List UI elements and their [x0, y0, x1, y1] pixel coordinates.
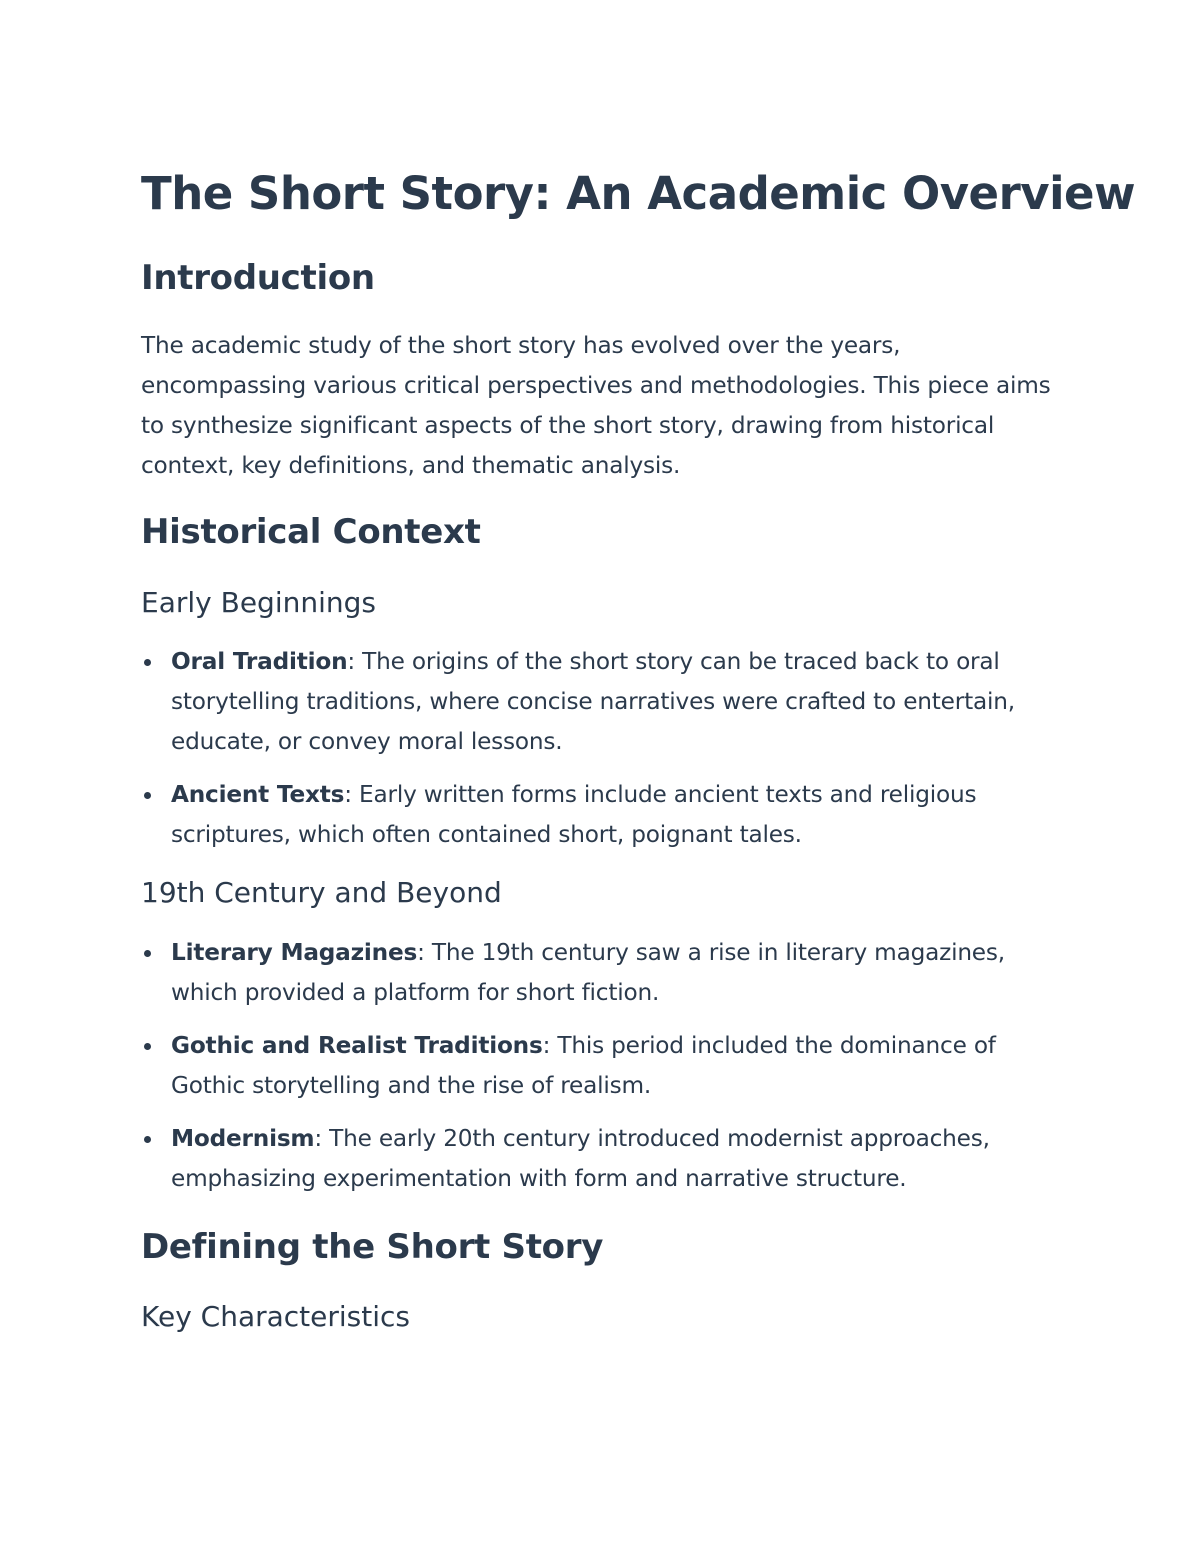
list-item-term: Oral Tradition: [171, 648, 348, 675]
page-title: The Short Story: An Academic Overview: [141, 167, 1136, 220]
heading-defining-short-story: Defining the Short Story: [141, 1227, 604, 1267]
list-item-text: : The origins of the short story can be traced back to oral storytelling traditions, where concise narratives were crafted to entertain, educate, or convey moral lessons.: [171, 648, 1015, 755]
subheading-early-beginnings: Early Beginnings: [141, 586, 376, 619]
subheading-key-characteristics: Key Characteristics: [141, 1300, 411, 1333]
list-item-text: : The early 20th century introduced modernist approaches, emphasizing experimentation with form and narrative structure.: [171, 1125, 990, 1192]
subheading-19th-century: 19th Century and Beyond: [141, 876, 502, 909]
list-item-term: Ancient Texts: [171, 781, 345, 808]
list-item-term: Literary Magazines: [171, 939, 418, 966]
bullet-icon: [144, 659, 151, 666]
list-item-term: Gothic and Realist Traditions: [171, 1032, 543, 1059]
early-beginnings-list: [141, 642, 1061, 868]
list-item-text: : The 19th century saw a rise in literary magazines, which provided a platform for short fiction.: [171, 939, 1005, 1006]
list-item: [141, 1026, 1061, 1106]
bullet-icon: [144, 792, 151, 799]
list-item-term: Modernism: [171, 1125, 315, 1152]
heading-historical-context: Historical Context: [141, 512, 481, 552]
list-item: [141, 642, 1061, 762]
list-item: [141, 933, 1061, 1013]
bullet-icon: [144, 950, 151, 957]
bullet-icon: [144, 1136, 151, 1143]
list-item: [141, 1119, 1061, 1199]
heading-introduction: Introduction: [141, 258, 375, 298]
nineteenth-century-list: [141, 933, 1061, 1212]
bullet-icon: [144, 1043, 151, 1050]
list-item-text: : This period included the dominance of Gothic storytelling and the rise of realism.: [171, 1032, 996, 1099]
list-item-text: : Early written forms include ancient texts and religious scriptures, which often contained short, poignant tales.: [171, 781, 977, 848]
list-item: [141, 775, 1061, 855]
introduction-paragraph: The academic study of the short story has evolved over the years, encompassing various critical perspectives and methodologies. This piece aims to synthesize significant aspects of the short story, drawing from historical context, key definitions, and thematic analysis.: [141, 332, 1051, 479]
